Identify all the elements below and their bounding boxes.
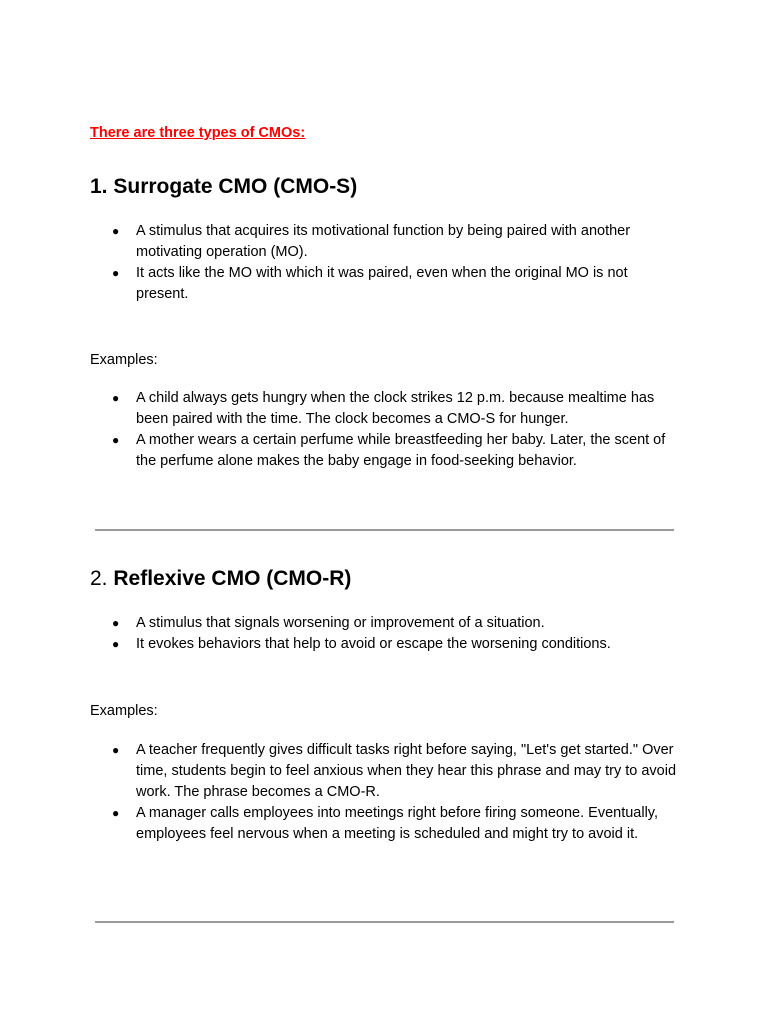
list-item-text: A mother wears a certain perfume while breastfeeding her baby. Later, the scent of the perfume alone makes the baby engage in food-seeking behavior. (136, 432, 666, 469)
horizontal-divider (95, 529, 674, 531)
list-item (112, 388, 682, 430)
list-item (112, 634, 682, 655)
section-title: Surrogate CMO (CMO-S) (113, 175, 358, 198)
intro-text: There are three types of CMOs: (90, 125, 306, 141)
bullet-icon: ● (112, 637, 120, 651)
list-item (112, 263, 682, 305)
list-item (112, 221, 682, 263)
bullet-icon: ● (112, 433, 120, 447)
examples-list (112, 740, 682, 845)
section-title: Reflexive CMO (CMO-R) (113, 567, 352, 590)
examples-label: Examples: (90, 703, 158, 719)
bullet-icon: ● (112, 391, 120, 405)
list-item-text: A stimulus that signals worsening or improvement of a situation. (136, 615, 545, 631)
list-item-text: A teacher frequently gives difficult tasks right before saying, "Let's get started." Over time, students begin to feel anxious when they hear this phrase and may try to avoid work. The phrase becomes a CMO-R. (136, 742, 677, 800)
list-item (112, 740, 682, 803)
examples-list (112, 388, 682, 472)
bullet-icon: ● (112, 616, 120, 630)
bullet-icon: ● (112, 743, 120, 757)
list-item (112, 803, 682, 845)
section-number: 1. (90, 175, 114, 198)
section-number: 2. (90, 567, 114, 590)
list-item (112, 613, 682, 634)
list-item-text: A stimulus that acquires its motivational function by being paired with another motivating operation (MO). (136, 223, 631, 260)
list-item (112, 430, 682, 472)
list-item-text: A manager calls employees into meetings right before firing someone. Eventually, employees feel nervous when a meeting is scheduled and might try to avoid it. (136, 805, 659, 842)
definition-list (112, 613, 682, 655)
horizontal-divider (95, 921, 674, 923)
bullet-icon: ● (112, 266, 120, 280)
bullet-icon: ● (112, 224, 120, 238)
list-item-text: A child always gets hungry when the clock strikes 12 p.m. because mealtime has been paired with the time. The clock becomes a CMO-S for hunger. (136, 390, 655, 427)
examples-label: Examples: (90, 352, 158, 368)
definition-list (112, 221, 682, 305)
list-item-text: It acts like the MO with which it was paired, even when the original MO is not present. (136, 265, 628, 302)
section-heading-reflexive-cmo (90, 566, 351, 592)
section-heading-surrogate-cmo (90, 174, 357, 200)
list-item-text: It evokes behaviors that help to avoid or escape the worsening conditions. (136, 636, 611, 652)
bullet-icon: ● (112, 806, 120, 820)
